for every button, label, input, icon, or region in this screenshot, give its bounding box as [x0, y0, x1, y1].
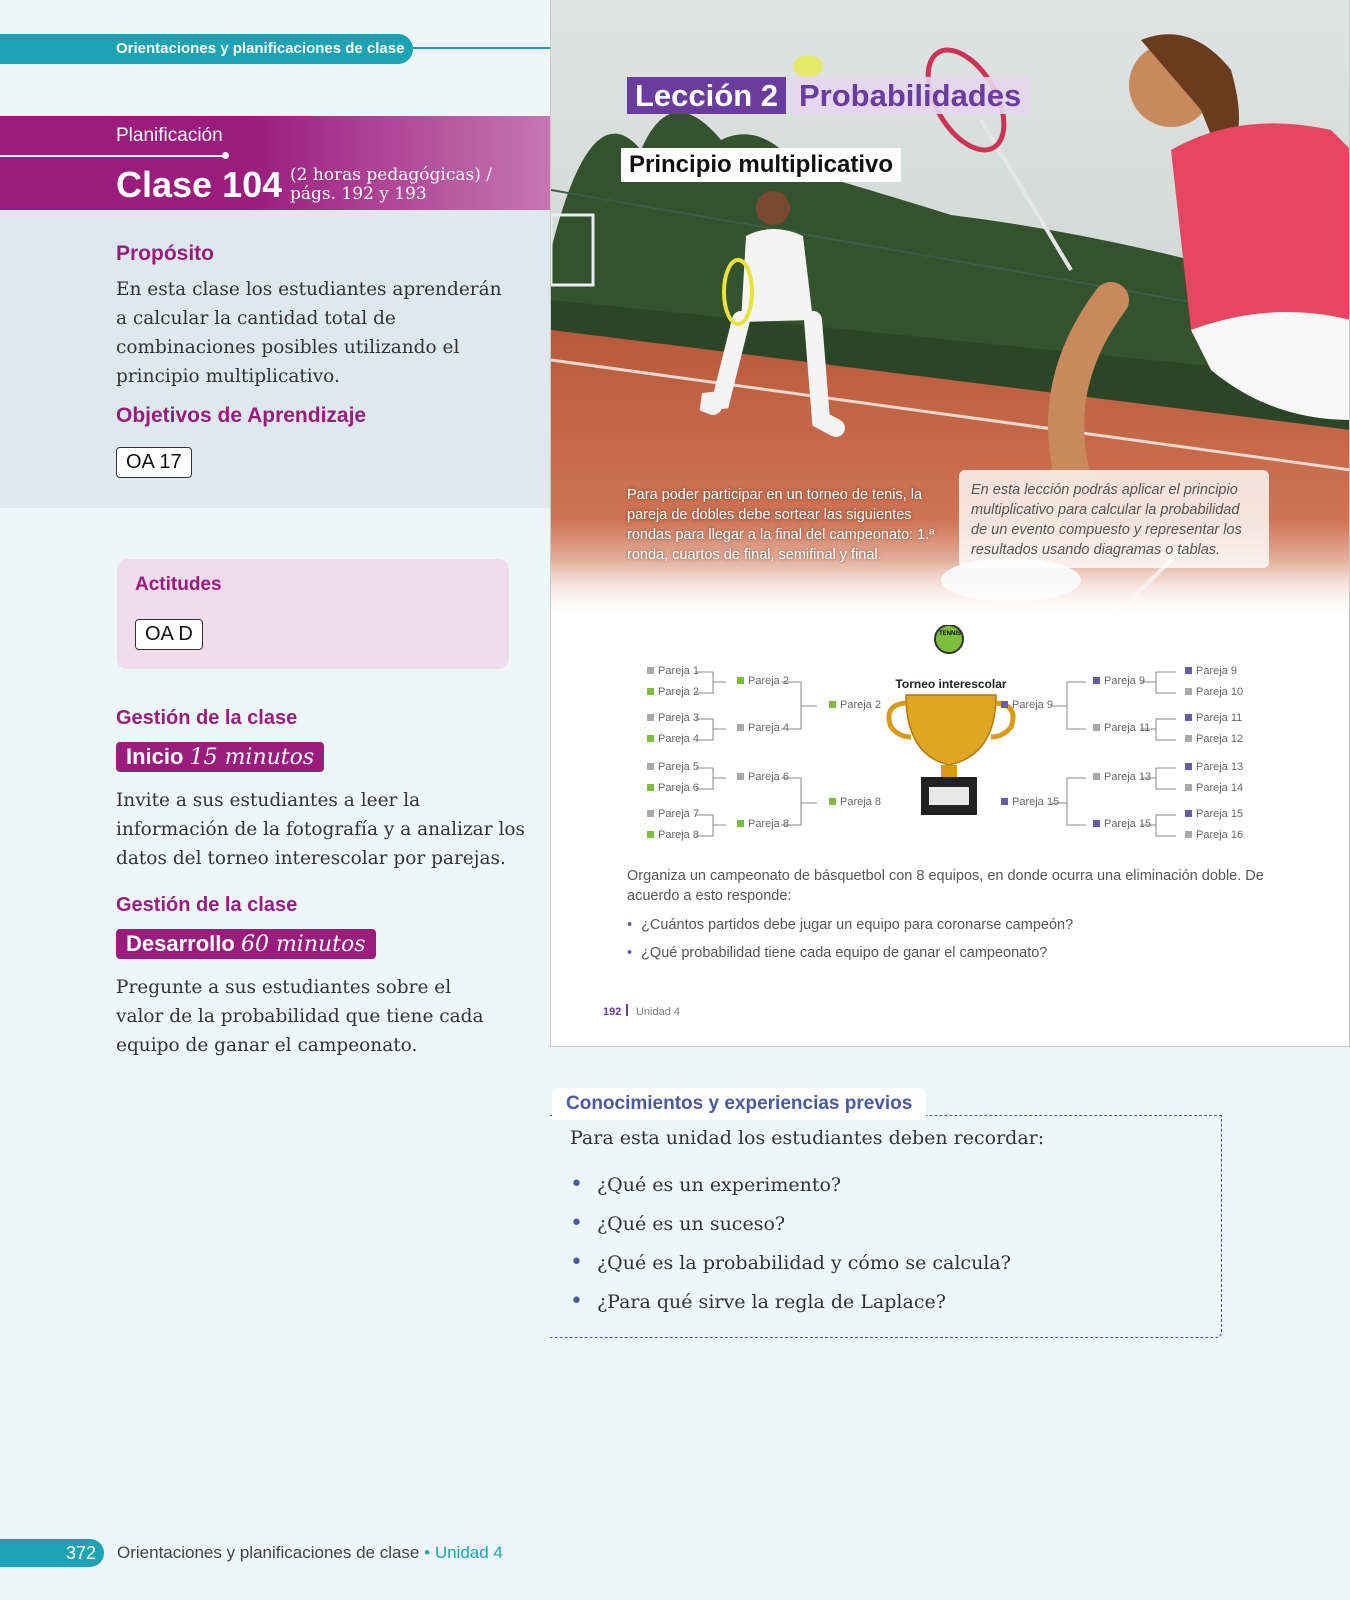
prior-knowledge-item: • ¿Para qué sirve la regla de Laplace?: [570, 1289, 946, 1314]
prior-knowledge-intro: Para esta unidad los estudiantes deben recordar:: [570, 1127, 1045, 1149]
bracket-team: Pareja 5: [647, 761, 699, 773]
class-title: Clase 104: [116, 164, 283, 205]
bracket-team: Pareja 12: [1185, 733, 1243, 745]
bracket-team: Pareja 15: [1093, 818, 1151, 830]
lesson-note: En esta lección podrás aplicar el principio multiplicativo para calcular la probabilidad de un evento compuesto y representar los resultados usando diagramas o tablas.: [959, 470, 1269, 568]
bracket-team: Pareja 8: [647, 829, 699, 841]
class-subtitle: [290, 166, 492, 204]
activity-question: • ¿Qué probabilidad tiene cada equipo de ganar el campeonato?: [627, 943, 1047, 963]
textbook-page-number: 192: [603, 1006, 622, 1018]
bracket-team: Pareja 1: [647, 665, 699, 677]
class-management-heading-1: Gestión de la clase: [116, 707, 298, 729]
planning-label: Planificación: [116, 125, 223, 146]
bracket-team: Pareja 2: [737, 675, 789, 687]
phase-name: Desarrollo: [126, 931, 235, 956]
bracket-team: Pareja 15: [1001, 796, 1059, 808]
attitudes-heading: Actitudes: [135, 574, 222, 595]
footer-separator: •: [424, 1543, 431, 1562]
bracket-team: Pareja 9: [1093, 675, 1145, 687]
purpose-heading: Propósito: [116, 242, 214, 265]
trophy-title: Torneo interescolar: [895, 677, 1007, 691]
prior-knowledge-item: • ¿Qué es un experimento?: [570, 1172, 841, 1197]
objective-code-badge: OA 17: [116, 447, 192, 478]
objectives-heading: Objetivos de Aprendizaje: [116, 404, 367, 427]
bracket-team: Pareja 15: [1185, 808, 1243, 820]
header-tab: Orientaciones y planificaciones de clase: [0, 34, 413, 64]
photo-caption: Para poder participar en un torneo de tenis, la pareja de dobles debe sortear las siguientes rondas para llegar a la final del campeonato: 1.ª ronda, cuartos de final, semifinal y final.: [627, 487, 935, 563]
planning-rule: [0, 155, 228, 157]
footer-title: Orientaciones y planificaciones de clase: [117, 1543, 420, 1562]
bracket-team: Pareja 6: [647, 782, 699, 794]
bracket-team: Pareja 8: [737, 818, 789, 830]
bracket-team: Pareja 13: [1185, 761, 1243, 773]
bracket-team: Pareja 10: [1185, 686, 1243, 698]
bracket-team: Pareja 2: [647, 686, 699, 698]
activity-question: • ¿Cuántos partidos debe jugar un equipo para coronarse campeón?: [627, 915, 1073, 935]
phase-pill-inicio: [116, 742, 324, 772]
bracket-team: Pareja 8: [829, 796, 881, 808]
footer-page-number: 372: [0, 1539, 104, 1567]
phase-minutes: 60 minutos: [240, 932, 366, 957]
phase-minutes: 15 minutos: [189, 745, 315, 770]
planning-band: [0, 116, 550, 210]
bracket-team: Pareja 14: [1185, 782, 1243, 794]
footer-text: [117, 1543, 503, 1563]
bracket-team: Pareja 11: [1093, 722, 1150, 734]
page-number-separator: [626, 1004, 628, 1016]
class-pages: págs. 192 y 193: [290, 184, 427, 204]
header-rule: [413, 47, 550, 49]
attitude-code-badge: OA D: [135, 619, 203, 650]
purpose-text: En esta clase los estudiantes aprenderán a calcular la cantidad total de combinaciones posibles utilizando el principio multiplicativo.: [116, 279, 502, 387]
class-management-heading-2: Gestión de la clase: [116, 894, 298, 916]
bracket-team: Pareja 6: [737, 771, 789, 783]
bracket-team: Pareja 7: [647, 808, 699, 820]
planning-rule-dot: [222, 152, 229, 159]
trophy-icon: [889, 625, 1013, 815]
bracket-team: Pareja 3: [647, 712, 699, 724]
prior-knowledge-item: • ¿Qué es la probabilidad y cómo se calcula?: [570, 1250, 1011, 1275]
phase-name: Inicio: [126, 744, 184, 769]
tennis-ball-icon: [793, 55, 823, 77]
phase-pill-desarrollo: [116, 929, 376, 959]
textbook-unit-label: Unidad 4: [636, 1006, 681, 1018]
textbook-page: [550, 0, 1350, 1047]
bracket-team: Pareja 11: [1185, 712, 1242, 724]
footer-unit: Unidad 4: [434, 1543, 503, 1562]
bracket-team: Pareja 4: [647, 733, 699, 745]
bracket-team: Pareja 16: [1185, 829, 1243, 841]
prior-knowledge-item: • ¿Qué es un suceso?: [570, 1211, 785, 1236]
class-management-text-1: Invite a sus estudiantes a leer la información de la fotografía y a analizar los datos del torneo interescolar por parejas.: [116, 790, 525, 869]
attitudes-box: [117, 559, 509, 669]
trophy-logo: TENNIS: [938, 631, 961, 637]
class-management-text-2: Pregunte a sus estudiantes sobre el valor de la probabilidad que tiene cada equipo de ganar el campeonato.: [116, 977, 484, 1056]
bracket-team: Pareja 13: [1093, 771, 1151, 783]
tournament-bracket: [551, 625, 1350, 865]
lesson-title: Probabilidades: [791, 77, 1029, 114]
topic-title: Principio multiplicativo: [621, 148, 901, 182]
bracket-team: Pareja 2: [829, 699, 881, 711]
bracket-team: Pareja 9: [1001, 699, 1053, 711]
class-hours: (2 horas pedagógicas) /: [290, 165, 492, 185]
activity-intro: Organiza un campeonato de básquetbol con 8 equipos, en donde ocurra una eliminación doble. De acuerdo a esto responde:: [627, 868, 1264, 904]
prior-knowledge-title: Conocimientos y experiencias previos: [552, 1088, 926, 1120]
bracket-team: Pareja 9: [1185, 665, 1237, 677]
lesson-number: Lección 2: [627, 77, 786, 114]
bracket-team: Pareja 4: [737, 722, 789, 734]
